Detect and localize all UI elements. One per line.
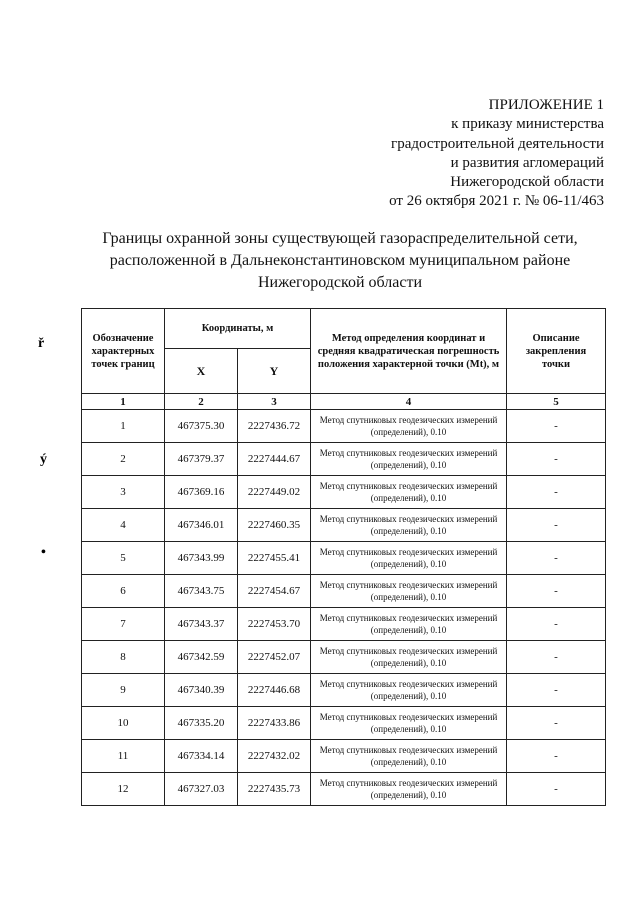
cell-method: Метод спутниковых геодезических измерений (определений), 0.10 (311, 542, 507, 575)
appendix-line: градостроительной деятельности (391, 135, 604, 152)
header-coordinates: Координаты, м (165, 309, 311, 349)
cell-point-number: 3 (82, 476, 165, 509)
cell-method: Метод спутниковых геодезических измерений (определений), 0.10 (311, 707, 507, 740)
cell-y: 2227454.67 (238, 575, 311, 608)
table-row (82, 707, 606, 740)
scan-mark-icon: ý (40, 452, 47, 467)
header-method: Метод определения координат и средняя квадратическая погрешность положения характерной точки (Mt), м (311, 309, 507, 394)
scan-mark-icon: ř (38, 336, 45, 351)
cell-description: - (507, 476, 606, 509)
cell-method: Метод спутниковых геодезических измерений (определений), 0.10 (311, 773, 507, 806)
document-title-line: Нижегородской области (257, 274, 422, 291)
header-y: Y (238, 349, 311, 394)
cell-description: - (507, 674, 606, 707)
appendix-title: ПРИЛОЖЕНИЕ 1 (488, 97, 604, 113)
table-row (82, 674, 606, 707)
cell-description: - (507, 641, 606, 674)
cell-point-number: 9 (82, 674, 165, 707)
header-x: X (165, 349, 238, 394)
header-point-designation: Обозначение характерных точек границ (82, 309, 165, 394)
table-row (82, 509, 606, 542)
document-title (60, 228, 620, 294)
cell-x: 467335.20 (165, 707, 238, 740)
cell-x: 467379.37 (165, 443, 238, 476)
column-numbers-row (82, 394, 606, 410)
cell-point-number: 6 (82, 575, 165, 608)
cell-y: 2227449.02 (238, 476, 311, 509)
cell-method: Метод спутниковых геодезических измерений (определений), 0.10 (311, 641, 507, 674)
cell-description: - (507, 608, 606, 641)
cell-point-number: 2 (82, 443, 165, 476)
cell-y: 2227433.86 (238, 707, 311, 740)
cell-x: 467343.37 (165, 608, 238, 641)
column-number: 2 (165, 394, 238, 410)
table-row (82, 773, 606, 806)
column-number: 5 (507, 394, 606, 410)
cell-y: 2227455.41 (238, 542, 311, 575)
appendix-line: Нижегородской области (450, 174, 604, 191)
table-row (82, 641, 606, 674)
table-row (82, 575, 606, 608)
cell-y: 2227444.67 (238, 443, 311, 476)
cell-description: - (507, 773, 606, 806)
column-number: 3 (238, 394, 311, 410)
table-row (82, 740, 606, 773)
cell-y: 2227460.35 (238, 509, 311, 542)
cell-x: 467369.16 (165, 476, 238, 509)
cell-method: Метод спутниковых геодезических измерений (определений), 0.10 (311, 476, 507, 509)
cell-description: - (507, 707, 606, 740)
cell-x: 467343.99 (165, 542, 238, 575)
cell-x: 467375.30 (165, 410, 238, 443)
cell-description: - (507, 443, 606, 476)
cell-point-number: 4 (82, 509, 165, 542)
cell-description: - (507, 575, 606, 608)
cell-y: 2227446.68 (238, 674, 311, 707)
appendix-line: к приказу министерства (451, 116, 604, 133)
cell-point-number: 10 (82, 707, 165, 740)
table-row (82, 608, 606, 641)
header-description: Описание закрепления точки (507, 309, 606, 394)
cell-description: - (507, 542, 606, 575)
scan-mark-icon: • (41, 545, 46, 560)
table-row (82, 443, 606, 476)
cell-point-number: 11 (82, 740, 165, 773)
cell-point-number: 5 (82, 542, 165, 575)
column-number: 1 (82, 394, 165, 410)
cell-method: Метод спутниковых геодезических измерений (определений), 0.10 (311, 674, 507, 707)
cell-point-number: 12 (82, 773, 165, 806)
appendix-date-line: от 26 октября 2021 г. № 06-11/463 (389, 193, 604, 210)
document-title-line: Границы охранной зоны существующей газораспределительной сети, (102, 230, 578, 247)
cell-description: - (507, 740, 606, 773)
cell-y: 2227452.07 (238, 641, 311, 674)
cell-method: Метод спутниковых геодезических измерений (определений), 0.10 (311, 608, 507, 641)
cell-x: 467334.14 (165, 740, 238, 773)
cell-x: 467342.59 (165, 641, 238, 674)
cell-description: - (507, 410, 606, 443)
cell-method: Метод спутниковых геодезических измерений (определений), 0.10 (311, 575, 507, 608)
table-body (82, 410, 606, 806)
cell-method: Метод спутниковых геодезических измерений (определений), 0.10 (311, 740, 507, 773)
cell-y: 2227453.70 (238, 608, 311, 641)
table-row (82, 410, 606, 443)
table-header (82, 309, 606, 410)
table-row (82, 542, 606, 575)
cell-point-number: 8 (82, 641, 165, 674)
cell-y: 2227435.73 (238, 773, 311, 806)
document-title-line: расположенной в Дальнеконстантиновском муниципальном районе (109, 252, 571, 269)
column-number: 4 (311, 394, 507, 410)
cell-x: 467343.75 (165, 575, 238, 608)
cell-x: 467346.01 (165, 509, 238, 542)
cell-method: Метод спутниковых геодезических измерений (определений), 0.10 (311, 509, 507, 542)
table-row (82, 476, 606, 509)
appendix-line: и развития агломераций (450, 154, 604, 171)
cell-x: 467340.39 (165, 674, 238, 707)
cell-y: 2227432.02 (238, 740, 311, 773)
cell-description: - (507, 509, 606, 542)
appendix-block (244, 96, 604, 212)
cell-y: 2227436.72 (238, 410, 311, 443)
cell-point-number: 1 (82, 410, 165, 443)
cell-x: 467327.03 (165, 773, 238, 806)
cell-method: Метод спутниковых геодезических измерений (определений), 0.10 (311, 443, 507, 476)
coordinates-table (81, 308, 606, 806)
cell-point-number: 7 (82, 608, 165, 641)
cell-method: Метод спутниковых геодезических измерений (определений), 0.10 (311, 410, 507, 443)
